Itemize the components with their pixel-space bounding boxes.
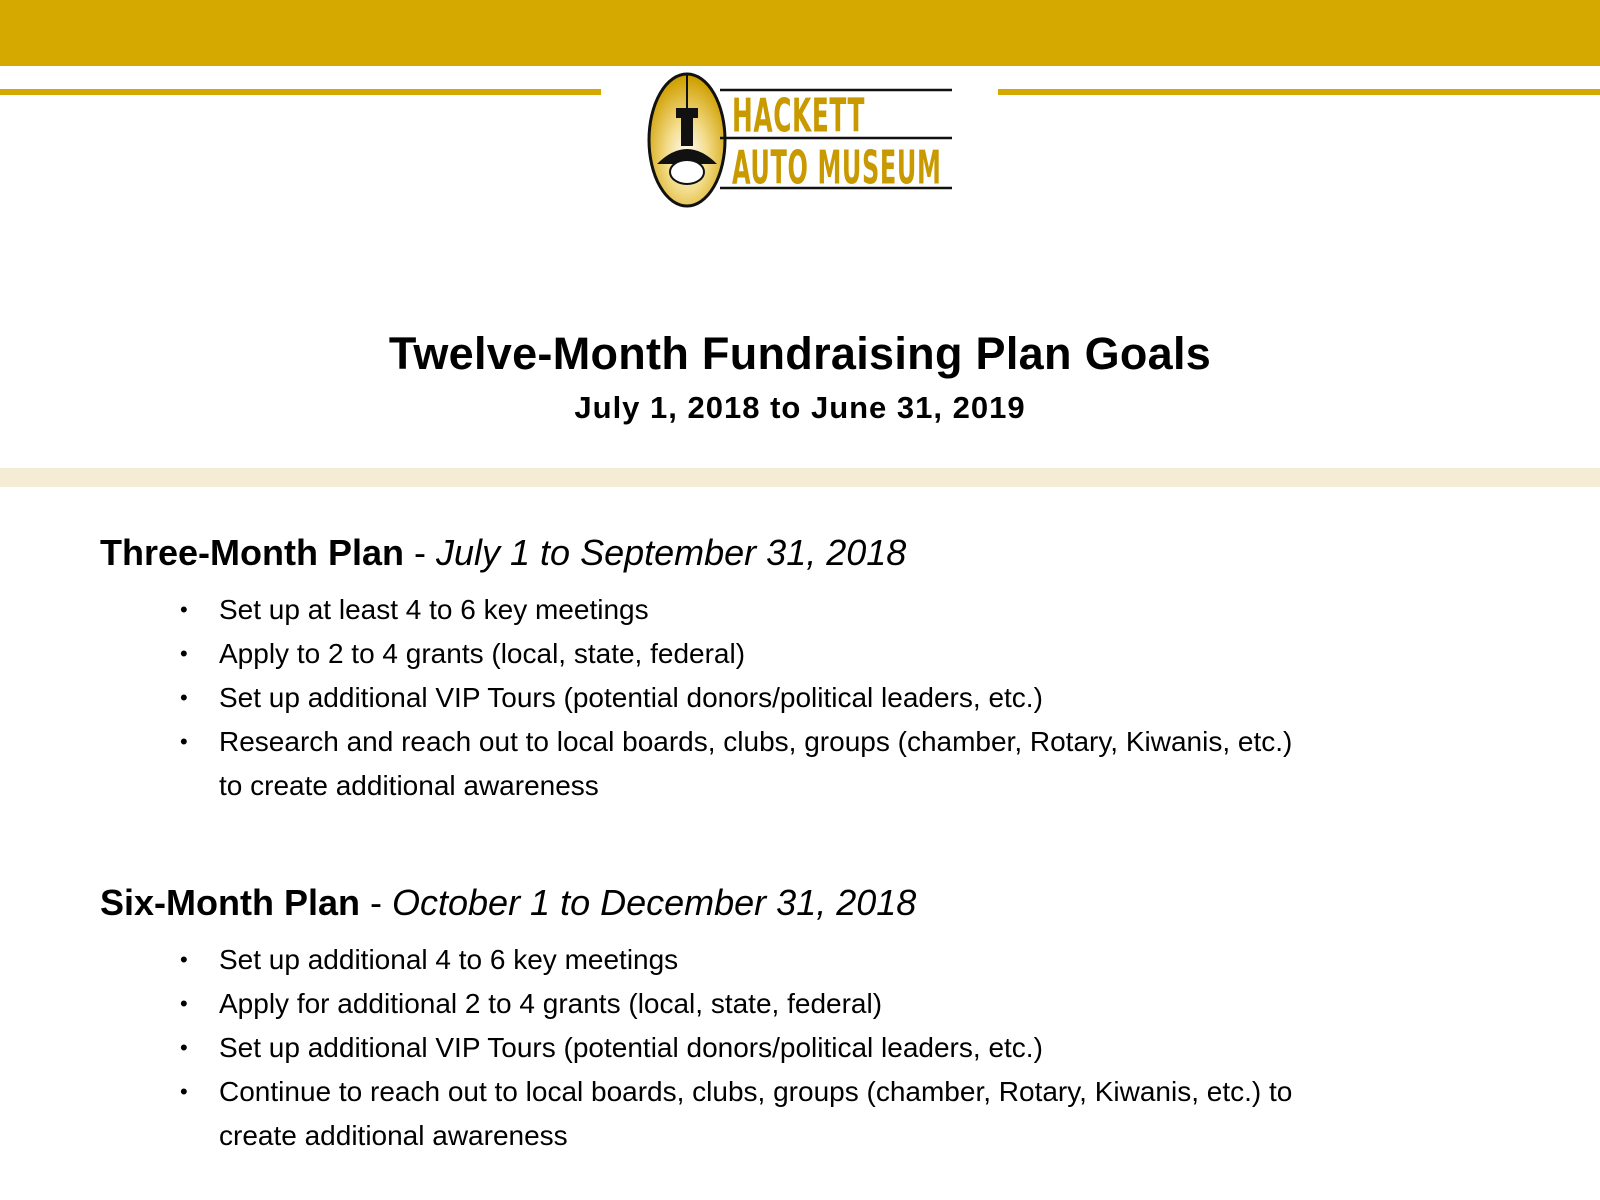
bullet-icon: •	[180, 991, 188, 1016]
top-color-bar	[0, 0, 1600, 66]
section-dates: July 1 to September 31, 2018	[436, 532, 907, 573]
page-subtitle: July 1, 2018 to June 31, 2019	[574, 390, 1026, 425]
section-separator: -	[360, 882, 392, 923]
six-month-plan-section	[100, 880, 1500, 1158]
list-item	[100, 1070, 1299, 1158]
bullet-icon: •	[180, 685, 188, 710]
section-heading	[100, 880, 1500, 926]
section-separator: -	[404, 532, 436, 573]
header-rule-left	[0, 89, 601, 95]
list-item-text: Apply to 2 to 4 grants (local, state, federal)	[219, 638, 746, 669]
list-item-text: Continue to reach out to local boards, clubs, groups (chamber, Rotary, Kiwanis, etc.) to create additional awareness	[219, 1076, 1293, 1151]
bullet-icon: •	[180, 947, 188, 972]
section-title: Three-Month Plan	[100, 532, 404, 573]
list-item-text: Research and reach out to local boards, clubs, groups (chamber, Rotary, Kiwanis, etc.) to create additional awareness	[219, 726, 1293, 801]
list-item-text: Set up additional VIP Tours (potential donors/political leaders, etc.)	[219, 682, 1043, 713]
goal-list	[100, 938, 1500, 1158]
header-rule-right	[998, 89, 1600, 95]
list-item	[100, 632, 1299, 676]
three-month-plan-section	[100, 530, 1500, 808]
bullet-icon: •	[180, 1079, 188, 1104]
bullet-icon: •	[180, 597, 188, 622]
list-item	[100, 982, 1299, 1026]
bullet-icon: •	[180, 729, 188, 754]
list-item	[100, 588, 1299, 632]
bullet-icon: •	[180, 641, 188, 666]
goal-list	[100, 588, 1500, 808]
section-dates: October 1 to December 31, 2018	[392, 882, 917, 923]
list-item	[100, 1026, 1299, 1070]
logo-line-1: HACKETT	[732, 90, 866, 143]
list-item-text: Set up at least 4 to 6 key meetings	[219, 594, 649, 625]
logo-line-2: AUTO MUSEUM	[732, 142, 942, 195]
list-item-text: Set up additional VIP Tours (potential donors/political leaders, etc.)	[219, 1032, 1043, 1063]
list-item	[100, 676, 1299, 720]
page-title: Twelve-Month Fundraising Plan Goals	[388, 328, 1212, 379]
section-heading	[100, 530, 1500, 576]
divider-band	[0, 468, 1600, 487]
museum-logo	[640, 68, 960, 212]
list-item-text: Set up additional 4 to 6 key meetings	[219, 944, 679, 975]
list-item	[100, 720, 1299, 808]
list-item-text: Apply for additional 2 to 4 grants (local, state, federal)	[219, 988, 883, 1019]
section-title: Six-Month Plan	[100, 882, 360, 923]
bullet-icon: •	[180, 1035, 188, 1060]
list-item	[100, 938, 1299, 982]
